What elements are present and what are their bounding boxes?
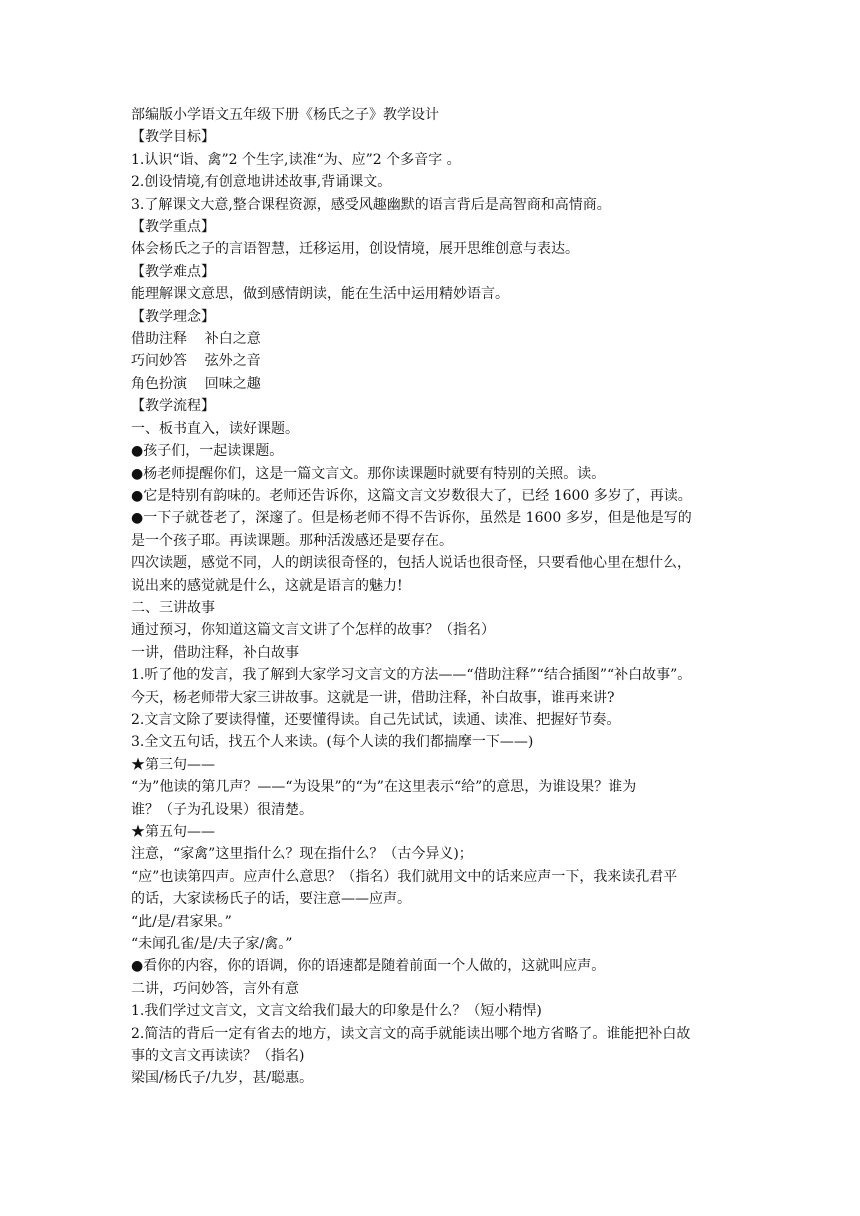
text-line: ●看你的内容，你的语调，你的语速都是随着前面一个人做的，这就叫应声。	[131, 958, 606, 975]
text-line: 梁国/杨氏子/九岁，甚/聪惠。	[131, 1070, 314, 1087]
document-title: 部编版小学语文五年级下册《杨氏之子》教学设计	[131, 107, 439, 123]
text-line: “未闻孔雀/是/夫子家/禽。”	[131, 936, 293, 953]
text-line: 【教学流程】	[131, 398, 215, 415]
text-line: 2.创设情境,有创意地讲述故事,背诵课文。	[131, 174, 392, 191]
text-line: “此/是/君家果。”	[131, 913, 232, 930]
text-line: ●孩子们，一起读课题。	[131, 443, 284, 460]
text-line: 借助注释 补白之意	[131, 331, 261, 348]
text-line: 1.我们学过文言文，文言文给我们最大的印象是什么？（短小精悍)	[131, 1003, 542, 1020]
text-line: ★第五句——	[131, 824, 215, 840]
text-line: 二、三讲故事	[131, 599, 215, 616]
text-line: 通过预习，你知道这篇文言文讲了个怎样的故事？（指名）	[131, 622, 495, 639]
text-line: 一讲，借助注释，补白故事	[131, 644, 299, 661]
text-line: 3.全文五句话，找五个人来读。(每个人读的我们都揣摩一下——)	[131, 734, 534, 751]
text-line: 3.了解课文大意,整合课程资源，感受风趣幽默的语言背后是高智商和高情商。	[131, 196, 611, 213]
text-line: 体会杨氏之子的言语智慧，迁移运用，创设情境，展开思维创意与表达。	[131, 241, 579, 258]
text-line: “应”也读第四声。应声什么意思？（指名）我们就用文中的话来应声一下，我来读孔君平	[131, 868, 678, 885]
text-line: 【教学目标】	[131, 129, 215, 146]
text-line: 一、板书直入，读好课题。	[131, 420, 299, 437]
text-line: 的话，大家读杨氏子的话，要注意——应声。	[131, 891, 411, 908]
text-line: 是一个孩子耶。再读课题。那种活泼感还是要存在。	[131, 532, 453, 549]
text-line: 【教学理念】	[131, 308, 215, 325]
text-line: ●一下子就苍老了，深邃了。但是杨老师不得不告诉你，虽然是 1600 多岁，但是他是写的	[131, 510, 692, 527]
text-line: 2.简洁的背后一定有省去的地方，读文言文的高手就能读出哪个地方省略了。谁能把补白故	[131, 1025, 691, 1042]
text-line: ★第三句——	[131, 756, 215, 773]
text-line: 二讲，巧问妙答，言外有意	[131, 980, 299, 997]
text-line: 谁？（子为孔设果）很清楚。	[131, 801, 313, 818]
text-line: 说出来的感觉就是什么，这就是语言的魅力!	[131, 577, 403, 594]
text-line: 注意，“家禽”这里指什么？现在指什么？（古今异义)；	[131, 846, 473, 863]
text-line: 角色扮演 回味之趣	[131, 375, 261, 392]
document-body	[131, 126, 736, 1089]
text-line: ●它是特别有韵味的。老师还告诉你，这篇文言文岁数很大了，已经 1600 多岁了，再读。	[131, 487, 692, 504]
text-line: 1.认识“诣、禽”2 个生字,读准“为、应”2 个多音字 。	[131, 151, 461, 168]
text-line: “为”他读的第几声？——“为设果”的“为”在这里表示“给”的意思，为谁设果？谁为	[131, 779, 637, 796]
text-line: 四次读题，感觉不同，人的朗读很奇怪的，包括人说话也很奇怪，只要看他心里在想什么，	[131, 555, 691, 572]
text-line: 今天，杨老师带大家三讲故事。这就是一讲，借助注释，补白故事，谁再来讲?	[131, 689, 615, 706]
text-line: 【教学重点】	[131, 219, 215, 236]
text-line: ●杨老师提醒你们，这是一篇文言文。那你读课题时就要有特别的关照。读。	[131, 465, 606, 482]
text-line: 1.听了他的发言，我了解到大家学习文言文的方法——“借助注释”“结合插图”“补白故事”。	[131, 667, 692, 684]
text-line: 能理解课文意思，做到感情朗读，能在生活中运用精妙语言。	[131, 286, 509, 303]
text-line: 2.文言文除了要读得懂，还要懂得读。自己先试试，读通、读准、把握好节奏。	[131, 711, 621, 728]
text-line: 【教学难点】	[131, 263, 215, 280]
document-page	[131, 104, 736, 1090]
text-line: 事的文言文再读读？（指名)	[131, 1048, 305, 1065]
text-line: 巧问妙答 弦外之音	[131, 353, 261, 370]
